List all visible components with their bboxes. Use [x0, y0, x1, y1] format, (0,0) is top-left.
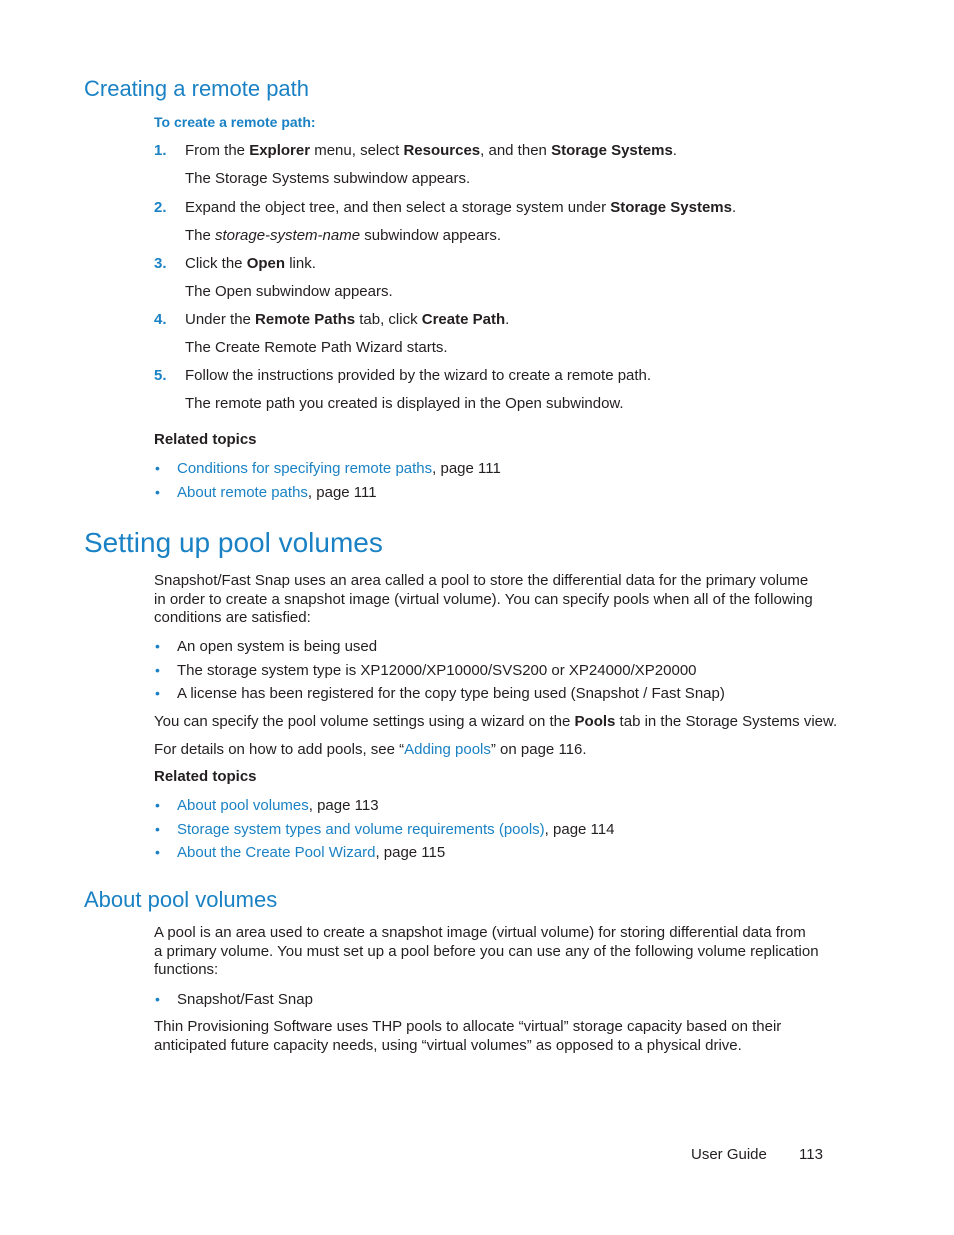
step-2 — [154, 198, 167, 217]
related-topics-title: Related topics — [154, 431, 257, 448]
procedure-title: To create a remote path: — [154, 114, 316, 130]
related-item: Storage system types and volume requirements (pools), page 114 — [177, 821, 615, 838]
step-4-text: Under the Remote Paths tab, click Create Path. — [185, 311, 510, 328]
thp-description-line: anticipated future capacity needs, using “virtual volumes” as opposed to a physical drive. — [154, 1036, 742, 1054]
related-link[interactable]: About remote paths — [177, 484, 308, 501]
condition-item: A license has been registered for the copy type being used (Snapshot / Fast Snap) — [177, 685, 725, 702]
related-topics-title: Related topics — [154, 768, 257, 785]
intro-line: in order to create a snapshot image (virtual volume). You can specify pools when all of the following — [154, 590, 813, 608]
step-3-result: The Open subwindow appears. — [185, 283, 393, 300]
chapter-heading-setting-up-pool-volumes: Setting up pool volumes — [84, 527, 383, 558]
step-1 — [154, 141, 167, 160]
pool-description-line: a primary volume. You must set up a pool before you can use any of the following volume replication — [154, 942, 819, 960]
step-1-result: The Storage Systems subwindow appears. — [185, 170, 471, 187]
bullet-icon: • — [155, 821, 160, 837]
bullet-icon: • — [155, 797, 160, 813]
details-note: For details on how to add pools, see “Adding pools” on page 116. — [154, 741, 587, 758]
adding-pools-link[interactable]: Adding pools — [404, 741, 491, 758]
bullet-icon: • — [155, 638, 160, 654]
step-2-result: The storage-system-name subwindow appears. — [185, 227, 501, 244]
button-create-path: Create Path — [421, 311, 506, 328]
related-item: Conditions for specifying remote paths, page 111 — [177, 460, 501, 477]
bullet-icon: • — [155, 991, 160, 1007]
pool-settings-note: You can specify the pool volume settings using a wizard on the Pools tab in the Storage Systems view. — [154, 713, 838, 730]
step-3 — [154, 254, 167, 273]
intro-line: Snapshot/Fast Snap uses an area called a pool to store the differential data for the primary volume — [154, 572, 809, 589]
step-5-result: The remote path you created is displayed in the Open subwindow. — [185, 395, 624, 412]
menu-resources: Resources — [403, 142, 481, 159]
related-item: About pool volumes, page 113 — [177, 797, 379, 814]
intro-line: conditions are satisfied: — [154, 609, 311, 627]
footer-guide-label: User Guide — [691, 1146, 767, 1163]
step-1-text: From the Explorer menu, select Resources, and then Storage Systems. — [185, 142, 677, 159]
step-4-result: The Create Remote Path Wizard starts. — [185, 339, 448, 356]
condition-item: An open system is being used — [177, 638, 378, 655]
menu-explorer: Explorer — [249, 142, 311, 159]
tab-remote-paths: Remote Paths — [255, 311, 356, 328]
related-item: About the Create Pool Wizard, page 115 — [177, 844, 446, 861]
step-5-text: Follow the instructions provided by the wizard to create a remote path. — [185, 367, 652, 384]
thp-description-line: Thin Provisioning Software uses THP pools to allocate “virtual” storage capacity based on their — [154, 1018, 782, 1035]
menu-storage-systems: Storage Systems — [551, 142, 673, 159]
bullet-icon: • — [155, 662, 160, 678]
bullet-icon: • — [155, 844, 160, 860]
storage-system-name-var: storage-system-name — [215, 227, 361, 244]
section-heading-about-pool-volumes: About pool volumes — [84, 887, 278, 912]
pool-description-line: A pool is an area used to create a snapshot image (virtual volume) for storing differential data from — [154, 924, 806, 941]
bullet-icon: • — [155, 484, 160, 500]
related-link[interactable]: About the Create Pool Wizard — [177, 844, 376, 861]
section-heading-creating-remote-path: Creating a remote path — [84, 76, 310, 101]
page-number: 113 — [799, 1146, 823, 1163]
related-link[interactable]: Storage system types and volume requirements (pools) — [177, 821, 545, 838]
step-number: 3. — [154, 255, 167, 272]
step-number: 5. — [154, 367, 167, 384]
step-2-text: Expand the object tree, and then select a storage system under Storage Systems. — [185, 199, 737, 216]
pool-description-line: functions: — [154, 961, 219, 979]
bullet-icon: • — [155, 685, 160, 701]
tab-pools: Pools — [574, 713, 616, 730]
step-4 — [154, 310, 167, 329]
step-5 — [154, 366, 167, 385]
bullet-icon: • — [155, 460, 160, 476]
link-open: Open — [246, 255, 286, 272]
related-item: About remote paths, page 111 — [177, 484, 377, 501]
function-item: Snapshot/Fast Snap — [177, 991, 313, 1008]
step-3-text: Click the Open link. — [185, 255, 316, 272]
related-link[interactable]: About pool volumes — [177, 797, 309, 814]
step-number: 1. — [154, 142, 167, 159]
condition-item: The storage system type is XP12000/XP10000/SVS200 or XP24000/XP20000 — [177, 662, 697, 679]
step-number: 2. — [154, 199, 167, 216]
node-storage-systems: Storage Systems — [610, 199, 732, 216]
step-number: 4. — [154, 311, 167, 328]
related-link[interactable]: Conditions for specifying remote paths — [177, 460, 433, 477]
